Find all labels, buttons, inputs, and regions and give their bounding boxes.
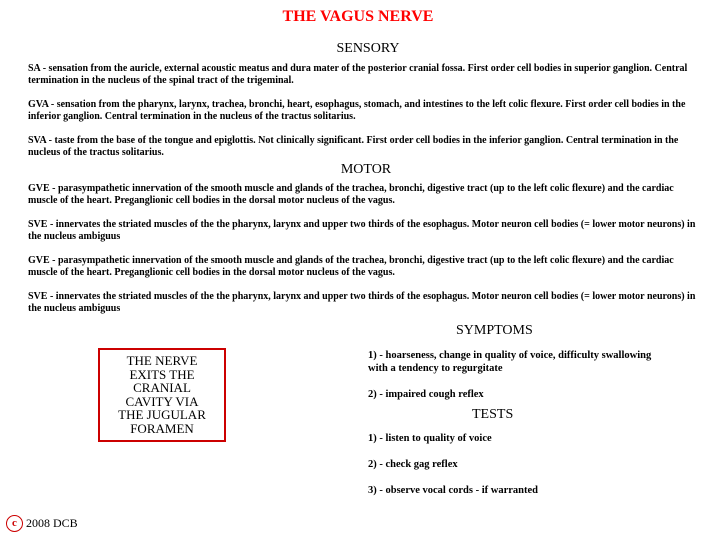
test-item-1: 1) - listen to quality of voice: [368, 433, 492, 444]
symptoms-heading: SYMPTOMS: [456, 323, 533, 338]
gva-paragraph: GVA - sensation from the pharynx, larynx, trachea, bronchi, heart, esophagus, stomach, and intestines to the left colic flexure. First order cell bodies in the inferior ganglion. Central termination in the nucleus of the tractus solitarius.: [28, 99, 686, 122]
sve-paragraph-1: SVE - innervates the striated muscles of the the pharynx, larynx and upper two thirds of the esophagus. Motor neuron cell bodies (= lower motor neurons) in the nucleus ambiguus: [28, 219, 696, 242]
sensory-heading: SENSORY: [336, 41, 400, 56]
copyright-footer: [6, 515, 78, 532]
nerve-box-line: FORAMEN: [130, 420, 194, 436]
nerve-exit-box: [98, 348, 226, 442]
copyright-text: 2008 DCB: [26, 516, 78, 530]
symptom-item-1: 1) - hoarseness, change in quality of voice, difficulty swallowing with a tendency to regurgitate: [368, 350, 652, 374]
gve-paragraph-1: GVE - parasympathetic innervation of the smooth muscle and glands of the trachea, bronchi, digestive tract (up to the left colic flexure) and the cardiac muscle of the heart. Preganglionic cell bodies in the dorsal motor nucleus of the vagus.: [28, 183, 674, 206]
sa-paragraph: SA - sensation from the auricle, external acoustic meatus and dura mater of the posterior cranial fossa. First order cell bodies in superior ganglion. Central termination in the nucleus of the spinal tract of the trigeminal.: [28, 63, 688, 86]
nerve-box-line: THE JUGULAR: [118, 407, 206, 422]
sve-paragraph-2: SVE - innervates the striated muscles of the the pharynx, larynx and upper two thirds of the esophagus. Motor neuron cell bodies (= lower motor neurons) in the nucleus ambiguus: [28, 291, 696, 314]
sva-paragraph: SVA - taste from the base of the tongue and epiglottis. Not clinically significant. First order cell bodies in the inferior ganglion. Central termination in the nucleus of the tractus solitarius.: [28, 135, 679, 158]
motor-heading: MOTOR: [340, 162, 392, 177]
gve-paragraph-2: GVE - parasympathetic innervation of the smooth muscle and glands of the trachea, bronchi, digestive tract (up to the left colic flexure) and the cardiac muscle of the heart. Preganglionic cell bodies in the dorsal motor nucleus of the vagus.: [28, 255, 674, 278]
test-item-3: 3) - observe vocal cords - if warranted: [368, 485, 538, 496]
symptom-item-2: 2) - impaired cough reflex: [368, 389, 484, 400]
nerve-box-line: CAVITY VIA: [125, 393, 199, 409]
test-item-2: 2) - check gag reflex: [368, 459, 458, 470]
nerve-box-line: CRANIAL: [133, 380, 191, 395]
tests-heading: TESTS: [472, 407, 514, 422]
copyright-icon: c: [6, 515, 23, 532]
page-title: THE VAGUS NERVE: [282, 8, 434, 25]
nerve-box-line: EXITS THE: [129, 366, 195, 382]
nerve-box-line: THE NERVE: [126, 353, 198, 368]
